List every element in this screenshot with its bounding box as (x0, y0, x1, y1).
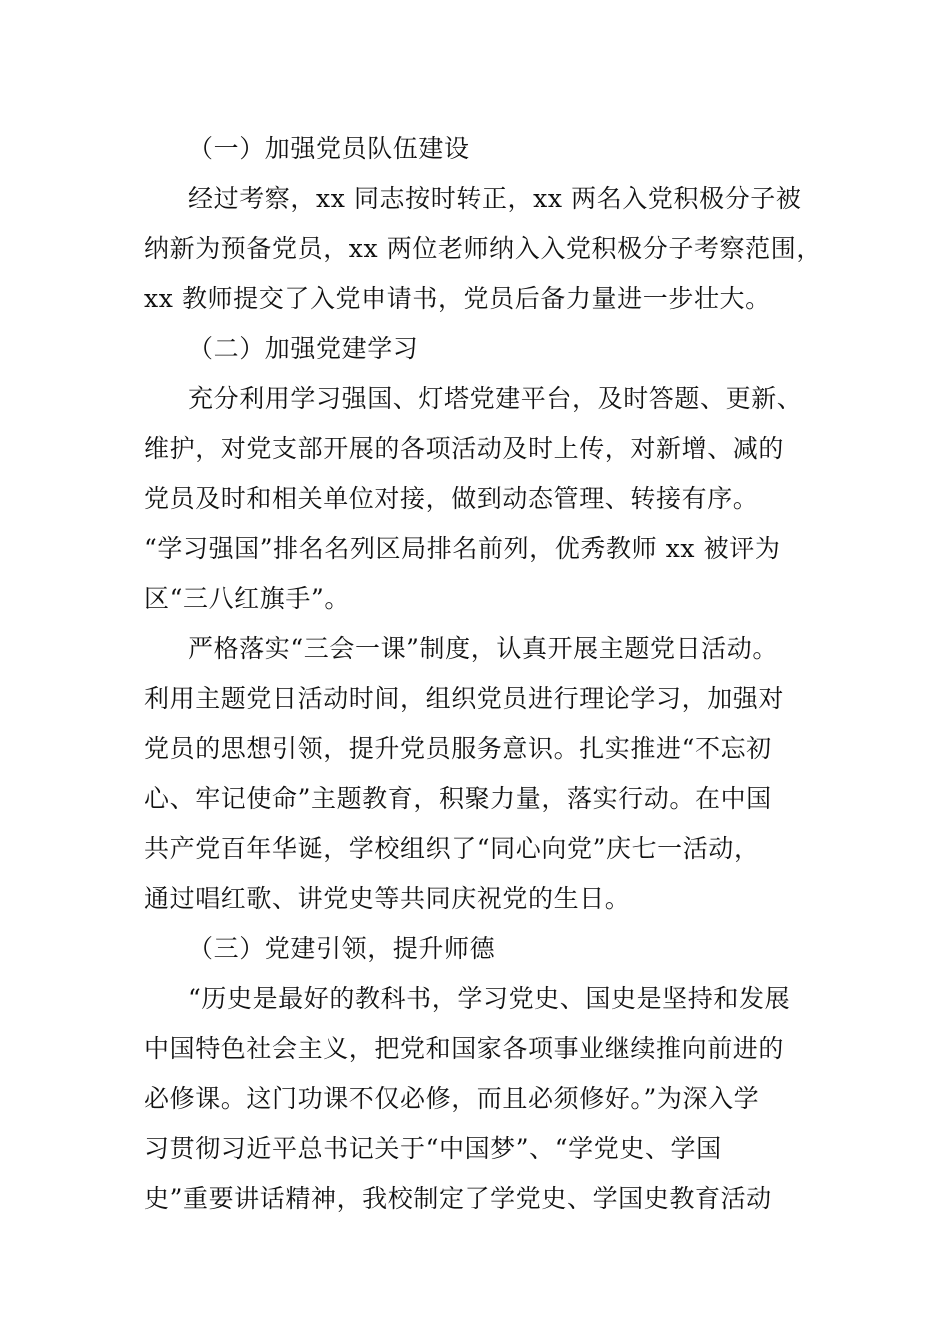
paragraph-line: 党员及时和相关单位对接，做到动态管理、转接有序。 (144, 484, 759, 513)
paragraph-line: “学习强国”排名名列区局排名前列，优秀教师 xx 被评为 (144, 534, 781, 563)
paragraph-line: 党员的思想引领，提升党员服务意识。扎实推进“不忘初 (144, 734, 772, 763)
paragraph-line: 共产党百年华诞，学校组织了“同心向党”庆七一活动， (144, 834, 760, 863)
paragraph-line: 充分利用学习强国、灯塔党建平台，及时答题、更新、 (188, 384, 803, 413)
paragraph-line: xx 教师提交了入党申请书，党员后备力量进一步壮大。 (144, 284, 771, 313)
paragraph-line: 习贯彻习近平总书记关于“中国梦”、“学党史、学国 (144, 1134, 722, 1163)
section-heading-1: （一）加强党员队伍建设 (188, 134, 470, 163)
paragraph-line: 维护，对党支部开展的各项活动及时上传，对新增、减的 (144, 434, 785, 463)
paragraph-line: 区“三八红旗手”。 (144, 584, 350, 613)
paragraph-line: “历史是最好的教科书，学习党史、国史是坚持和发展 (188, 984, 791, 1013)
paragraph-line: 心、牢记使命”主题教育，积聚力量，落实行动。在中国 (144, 784, 772, 813)
section-heading-3: （三）党建引领，提升师德 (188, 934, 496, 963)
section-heading-2: （二）加强党建学习 (188, 334, 419, 363)
paragraph-line: 通过唱红歌、讲党史等共同庆祝党的生日。 (144, 884, 631, 913)
paragraph-line: 经过考察，xx 同志按时转正，xx 两名入党积极分子被 (188, 184, 802, 213)
paragraph-line: 史”重要讲话精神，我校制定了学党史、学国史教育活动 (144, 1184, 772, 1213)
paragraph-line: 严格落实“三会一课”制度，认真开展主题党日活动。 (188, 634, 778, 663)
paragraph-line: 中国特色社会主义，把党和国家各项事业继续推向前进的 (144, 1034, 785, 1063)
paragraph-line: 纳新为预备党员，xx 两位老师纳入入党积极分子考察范围， (144, 234, 822, 263)
paragraph-line: 利用主题党日活动时间，组织党员进行理论学习，加强对 (144, 684, 785, 713)
paragraph-line: 必修课。这门功课不仅必修，而且必须修好。”为深入学 (144, 1084, 760, 1113)
